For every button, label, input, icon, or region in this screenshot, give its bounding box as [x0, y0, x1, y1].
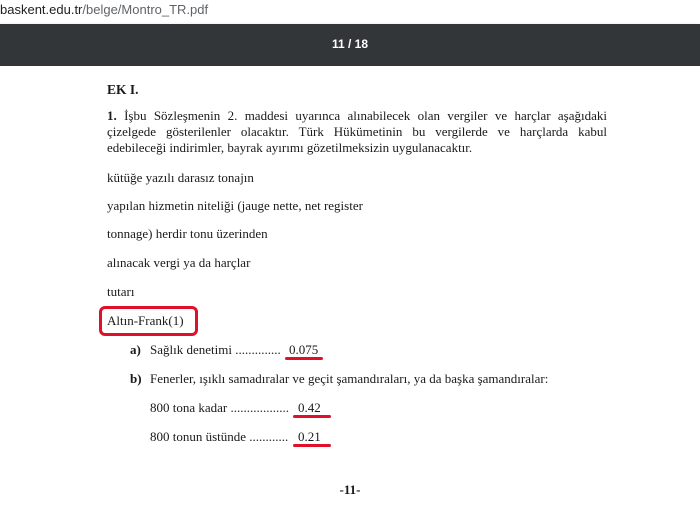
item-a-label: a): [130, 342, 141, 357]
page-footer-number: -11-: [339, 482, 361, 497]
paragraph-text: İşbu Sözleşmenin 2. maddesi uyarınca alınabilecek olan vergiler ve harçlar aşağıdaki çizelgede gösterilenler olacaktır. Türk Hükümetinin bu vergilerde ve harçlarda kabul edebileceği indirimler, bayrak ayırımı gözetilmeksizin uygulanacaktır.: [107, 108, 607, 155]
text-line-3: tonnage) herdir tonu üzerinden: [107, 226, 268, 241]
pdf-toolbar: [0, 24, 700, 66]
unit-label: Altın-Frank(1): [107, 313, 184, 328]
sub-item-1-value: 0.42: [298, 400, 321, 415]
red-underline-2: [293, 444, 331, 447]
red-highlight-box: [99, 306, 198, 336]
sub-item-2-text: 800 tonun üstünde ............: [150, 429, 289, 444]
page-separator: /: [347, 37, 352, 51]
paragraph-1: [107, 108, 607, 156]
text-line-1: kütüğe yazılı darasız tonajın: [107, 170, 254, 185]
text-line-4: alınacak vergi ya da harçlar: [107, 255, 251, 270]
page-heading: EK I.: [107, 82, 139, 97]
address-bar[interactable]: [0, 0, 700, 25]
text-line-5: tutarı: [107, 284, 135, 299]
page-indicator[interactable]: [0, 37, 700, 51]
sub-item-2-value: 0.21: [298, 429, 321, 444]
item-b-text: Fenerler, ışıklı samadıralar ve geçit şamandıraları, ya da başka şamandıralar:: [150, 371, 549, 386]
item-b-label: b): [130, 371, 142, 386]
item-a-value: 0.075: [289, 342, 319, 357]
url-path: /belge/Montro_TR.pdf: [82, 2, 209, 17]
pdf-page: [0, 66, 700, 519]
item-a-text: Sağlık denetimi ..............: [150, 342, 281, 357]
paragraph-number: 1.: [107, 108, 117, 123]
page-total: 18: [354, 37, 369, 51]
red-underline-a: [285, 357, 323, 360]
sub-item-1-text: 800 tona kadar ..................: [150, 400, 290, 415]
url-domain: baskent.edu.tr: [0, 2, 83, 17]
page-current: 11: [331, 37, 345, 51]
text-line-2: yapılan hizmetin niteliği (jauge nette, net register: [107, 198, 363, 213]
red-underline-1: [293, 415, 331, 418]
